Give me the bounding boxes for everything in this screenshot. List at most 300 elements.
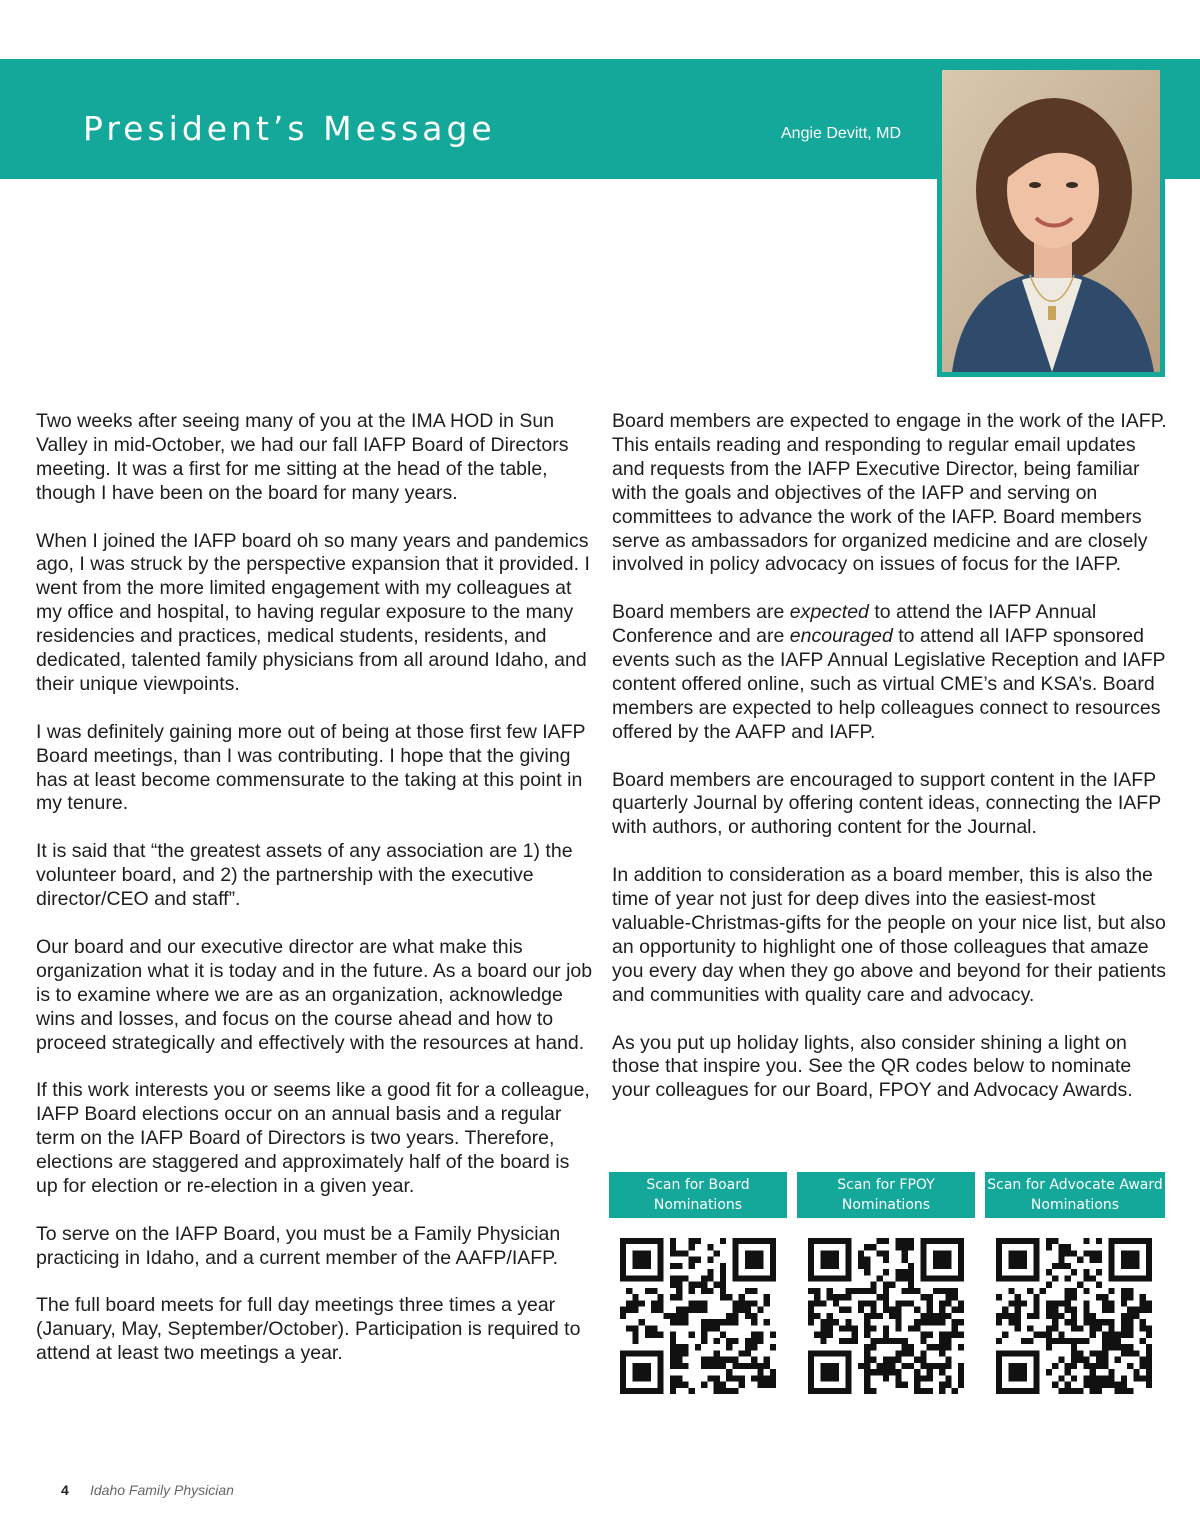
- qr-module: [1008, 1257, 1014, 1263]
- qr-code-fpoy[interactable]: [808, 1238, 964, 1394]
- qr-module: [1146, 1357, 1152, 1363]
- qr-module: [996, 1275, 1002, 1281]
- paragraph: If this work interests you or seems like a good fit for a colleague, IAFP Board elections occur on an annual basis and a regular term on the IAFP Board of Directors is two years. Therefore, elections are staggered and approximately half of the board is up for election or re-election in a given year.: [36, 1079, 590, 1197]
- qr-module: [945, 1294, 951, 1300]
- qr-module: [1027, 1388, 1033, 1394]
- qr-module: [1146, 1332, 1152, 1338]
- qr-module: [808, 1244, 814, 1250]
- qr-module: [645, 1375, 651, 1381]
- qr-module: [814, 1350, 820, 1356]
- qr-module: [820, 1300, 826, 1306]
- qr-module: [945, 1332, 951, 1338]
- qr-module: [720, 1263, 726, 1269]
- author-photo: [942, 70, 1160, 372]
- qr-module: [1108, 1250, 1114, 1256]
- qr-module: [632, 1350, 638, 1356]
- qr-module: [670, 1275, 676, 1281]
- qr-module: [1040, 1332, 1046, 1338]
- qr-module: [695, 1300, 701, 1306]
- qr-module: [639, 1363, 645, 1369]
- qr-module: [845, 1338, 851, 1344]
- qr-module: [833, 1388, 839, 1394]
- qr-module: [958, 1382, 964, 1388]
- qr-module: [1083, 1250, 1089, 1256]
- qr-module: [958, 1307, 964, 1313]
- qr-module: [1108, 1288, 1114, 1294]
- qr-module: [626, 1307, 632, 1313]
- qr-module: [751, 1263, 757, 1269]
- qr-module: [808, 1363, 814, 1369]
- qr-module: [1102, 1307, 1108, 1313]
- qr-module: [858, 1363, 864, 1369]
- qr-module: [757, 1307, 763, 1313]
- qr-module: [1083, 1238, 1089, 1244]
- qr-label-line: Nominations: [841, 1197, 931, 1213]
- paragraph: Board members are expected to engage in the work of the IAFP. This entails reading and responding to regular email updates and requests from the IAFP Executive Director, being familiar with the goals and objectives of the IAFP and serving on committees to advance the work of the IAFP. Board members serve as ambassadors for organized medicine and are closely involved in policy advocacy on issues of focus for the IAFP.: [612, 410, 1167, 576]
- qr-module: [1052, 1307, 1058, 1313]
- qr-module: [745, 1338, 751, 1344]
- qr-module: [920, 1357, 926, 1363]
- qr-module: [845, 1382, 851, 1388]
- qr-module: [889, 1357, 895, 1363]
- qr-module: [1108, 1344, 1114, 1350]
- qr-module: [645, 1332, 651, 1338]
- qr-module: [1108, 1332, 1114, 1338]
- qr-module: [657, 1250, 663, 1256]
- qr-module: [933, 1313, 939, 1319]
- qr-module: [920, 1388, 926, 1394]
- qr-module: [920, 1275, 926, 1281]
- qr-module: [1083, 1275, 1089, 1281]
- qr-module: [701, 1325, 707, 1331]
- qr-module: [1052, 1275, 1058, 1281]
- qr-module: [1096, 1257, 1102, 1263]
- qr-module: [883, 1357, 889, 1363]
- qr-module: [1083, 1300, 1089, 1306]
- qr-module: [1033, 1388, 1039, 1394]
- qr-module: [889, 1307, 895, 1313]
- qr-module: [808, 1257, 814, 1263]
- qr-module: [1108, 1275, 1114, 1281]
- qr-module: [820, 1332, 826, 1338]
- qr-module: [714, 1388, 720, 1394]
- qr-module: [1021, 1250, 1027, 1256]
- qr-module: [657, 1369, 663, 1375]
- qr-module: [902, 1350, 908, 1356]
- qr-module: [620, 1263, 626, 1269]
- qr-module: [877, 1250, 883, 1256]
- qr-module: [945, 1300, 951, 1306]
- qr-module: [1127, 1257, 1133, 1263]
- qr-module: [1008, 1319, 1014, 1325]
- qr-module: [689, 1388, 695, 1394]
- qr-module: [958, 1375, 964, 1381]
- qr-module: [939, 1344, 945, 1350]
- qr-module: [757, 1369, 763, 1375]
- qr-label-board: [609, 1172, 787, 1218]
- qr-module: [1058, 1338, 1064, 1344]
- qr-module: [864, 1375, 870, 1381]
- qr-module: [739, 1294, 745, 1300]
- qr-module: [933, 1363, 939, 1369]
- qr-module: [770, 1244, 776, 1250]
- qr-module: [845, 1250, 851, 1256]
- qr-module: [657, 1307, 663, 1313]
- qr-module: [751, 1257, 757, 1263]
- qr-module: [651, 1300, 657, 1306]
- qr-module: [670, 1263, 676, 1269]
- qr-module: [1115, 1238, 1121, 1244]
- qr-module: [764, 1275, 770, 1281]
- paragraph: When I joined the IAFP board oh so many years and pandemics ago, I was struck by the perspective expansion that it provided. I went from the more limited engagement with my colleagues at my office and hospital, to having regular exposure to the many residencies and practices, medical students, residents, and dedicated, talented family physicians from all around Idaho, and their unique viewpoints.: [36, 529, 590, 695]
- qr-module: [1077, 1282, 1083, 1288]
- qr-module: [1052, 1338, 1058, 1344]
- qr-module: [732, 1269, 738, 1275]
- qr-module: [745, 1275, 751, 1281]
- qr-module: [632, 1375, 638, 1381]
- qr-module: [757, 1257, 763, 1263]
- qr-module: [764, 1375, 770, 1381]
- qr-module: [1115, 1357, 1121, 1363]
- qr-label-advocate: [985, 1172, 1165, 1218]
- qr-module: [945, 1250, 951, 1256]
- qr-module: [1033, 1269, 1039, 1275]
- qr-module: [920, 1269, 926, 1275]
- qr-module: [745, 1307, 751, 1313]
- qr-module: [1021, 1375, 1027, 1381]
- qr-module: [1015, 1319, 1021, 1325]
- qr-module: [770, 1375, 776, 1381]
- qr-module: [620, 1257, 626, 1263]
- qr-module: [651, 1350, 657, 1356]
- qr-module: [920, 1313, 926, 1319]
- qr-module: [895, 1307, 901, 1313]
- qr-module: [889, 1363, 895, 1369]
- qr-module: [877, 1363, 883, 1369]
- qr-module: [845, 1319, 851, 1325]
- qr-module: [632, 1388, 638, 1394]
- qr-module: [689, 1257, 695, 1263]
- qr-module: [770, 1269, 776, 1275]
- qr-module: [1121, 1300, 1127, 1306]
- qr-module: [632, 1332, 638, 1338]
- qr-module: [820, 1388, 826, 1394]
- qr-module: [670, 1332, 676, 1338]
- qr-module: [833, 1250, 839, 1256]
- qr-module: [764, 1357, 770, 1363]
- qr-module: [720, 1288, 726, 1294]
- qr-module: [833, 1363, 839, 1369]
- qr-module: [1115, 1275, 1121, 1281]
- qr-module: [1015, 1369, 1021, 1375]
- qr-module: [858, 1263, 864, 1269]
- qr-module: [1121, 1382, 1127, 1388]
- qr-module: [1083, 1375, 1089, 1381]
- qr-module: [1008, 1288, 1014, 1294]
- qr-module: [1033, 1369, 1039, 1375]
- qr-module: [927, 1332, 933, 1338]
- qr-module: [877, 1275, 883, 1281]
- qr-module: [739, 1382, 745, 1388]
- qr-module: [1140, 1325, 1146, 1331]
- qr-module: [1146, 1269, 1152, 1275]
- qr-module: [1008, 1369, 1014, 1375]
- qr-module: [670, 1313, 676, 1319]
- qr-module: [1008, 1300, 1014, 1306]
- qr-module: [996, 1250, 1002, 1256]
- qr-module: [1065, 1294, 1071, 1300]
- qr-module: [701, 1382, 707, 1388]
- qr-module: [870, 1244, 876, 1250]
- qr-module: [877, 1338, 883, 1344]
- qr-module: [1071, 1294, 1077, 1300]
- qr-module: [1027, 1275, 1033, 1281]
- qr-module: [920, 1363, 926, 1369]
- qr-module: [1108, 1325, 1114, 1331]
- qr-module: [739, 1300, 745, 1306]
- qr-module: [895, 1325, 901, 1331]
- qr-module: [695, 1307, 701, 1313]
- qr-module: [958, 1300, 964, 1306]
- qr-module: [870, 1307, 876, 1313]
- qr-module: [895, 1369, 901, 1375]
- qr-module: [676, 1263, 682, 1269]
- qr-module: [1052, 1313, 1058, 1319]
- qr-module: [827, 1257, 833, 1263]
- qr-module: [1021, 1388, 1027, 1394]
- article-column-left: [36, 410, 596, 1390]
- qr-module: [1121, 1388, 1127, 1394]
- qr-module: [845, 1375, 851, 1381]
- qr-module: [1090, 1369, 1096, 1375]
- qr-module: [1021, 1238, 1027, 1244]
- qr-module: [1121, 1350, 1127, 1356]
- qr-module: [1033, 1294, 1039, 1300]
- qr-module: [689, 1282, 695, 1288]
- qr-module: [808, 1350, 814, 1356]
- qr-module: [864, 1319, 870, 1325]
- qr-module: [827, 1238, 833, 1244]
- qr-label-line: Nominations: [1030, 1197, 1120, 1213]
- qr-module: [720, 1269, 726, 1275]
- qr-module: [639, 1263, 645, 1269]
- qr-module: [651, 1288, 657, 1294]
- qr-module: [845, 1269, 851, 1275]
- qr-module: [732, 1307, 738, 1313]
- qr-module: [1146, 1307, 1152, 1313]
- qr-module: [1058, 1388, 1064, 1394]
- qr-module: [833, 1238, 839, 1244]
- qr-module: [714, 1350, 720, 1356]
- qr-module: [827, 1313, 833, 1319]
- qr-module: [1090, 1275, 1096, 1281]
- qr-module: [933, 1257, 939, 1263]
- qr-module: [945, 1263, 951, 1269]
- qr-module: [845, 1388, 851, 1394]
- qr-module: [1090, 1388, 1096, 1394]
- qr-module: [945, 1363, 951, 1369]
- qr-module: [632, 1263, 638, 1269]
- qr-module: [689, 1238, 695, 1244]
- qr-module: [676, 1288, 682, 1294]
- qr-module: [864, 1350, 870, 1356]
- qr-module: [707, 1319, 713, 1325]
- qr-module: [720, 1282, 726, 1288]
- qr-module: [682, 1344, 688, 1350]
- qr-module: [739, 1363, 745, 1369]
- qr-module: [770, 1382, 776, 1388]
- qr-module: [920, 1250, 926, 1256]
- qr-module: [1127, 1363, 1133, 1369]
- qr-module: [620, 1357, 626, 1363]
- qr-module: [927, 1275, 933, 1281]
- qr-module: [996, 1294, 1002, 1300]
- qr-module: [1133, 1250, 1139, 1256]
- qr-module: [820, 1338, 826, 1344]
- qr-module: [852, 1325, 858, 1331]
- qr-module: [632, 1369, 638, 1375]
- qr-module: [720, 1275, 726, 1281]
- qr-module: [657, 1244, 663, 1250]
- qr-module: [1071, 1338, 1077, 1344]
- qr-module: [1146, 1325, 1152, 1331]
- qr-module: [1065, 1244, 1071, 1250]
- qr-module: [820, 1319, 826, 1325]
- paragraph: I was definitely gaining more out of being at those first few IAFP Board meetings, than I was contributing. I hope that the giving has at least become commensurate to the taking at this point in my tenure.: [36, 720, 586, 815]
- qr-module: [1146, 1250, 1152, 1256]
- qr-module: [651, 1238, 657, 1244]
- qr-module: [670, 1319, 676, 1325]
- qr-module: [939, 1338, 945, 1344]
- qr-module: [732, 1300, 738, 1306]
- qr-module: [751, 1357, 757, 1363]
- qr-module: [958, 1344, 964, 1350]
- qr-module: [639, 1350, 645, 1356]
- qr-module: [933, 1275, 939, 1281]
- qr-module: [958, 1269, 964, 1275]
- qr-module: [945, 1238, 951, 1244]
- qr-module: [745, 1350, 751, 1356]
- qr-module: [864, 1288, 870, 1294]
- qr-module: [676, 1307, 682, 1313]
- qr-module: [827, 1363, 833, 1369]
- qr-module: [1140, 1300, 1146, 1306]
- qr-module: [770, 1275, 776, 1281]
- qr-module: [732, 1338, 738, 1344]
- qr-module: [883, 1257, 889, 1263]
- qr-module: [657, 1300, 663, 1306]
- qr-module: [739, 1375, 745, 1381]
- qr-module: [827, 1388, 833, 1394]
- qr-module: [1083, 1357, 1089, 1363]
- qr-module: [1102, 1319, 1108, 1325]
- qr-module: [720, 1294, 726, 1300]
- qr-module: [939, 1382, 945, 1388]
- qr-module: [645, 1275, 651, 1281]
- qr-module: [908, 1238, 914, 1244]
- qr-module: [895, 1375, 901, 1381]
- qr-module: [1133, 1375, 1139, 1381]
- qr-module: [895, 1300, 901, 1306]
- qr-module: [1033, 1275, 1039, 1281]
- qr-module: [732, 1238, 738, 1244]
- qr-module: [908, 1300, 914, 1306]
- qr-module: [808, 1319, 814, 1325]
- qr-module: [996, 1238, 1002, 1244]
- qr-module: [827, 1263, 833, 1269]
- qr-module: [870, 1357, 876, 1363]
- qr-module: [1071, 1319, 1077, 1325]
- qr-module: [701, 1275, 707, 1281]
- qr-module: [1071, 1375, 1077, 1381]
- qr-module: [1121, 1257, 1127, 1263]
- qr-module: [939, 1369, 945, 1375]
- qr-module: [927, 1294, 933, 1300]
- qr-module: [1071, 1344, 1077, 1350]
- qr-module: [1146, 1257, 1152, 1263]
- qr-module: [870, 1282, 876, 1288]
- qr-module: [639, 1319, 645, 1325]
- qr-module: [864, 1257, 870, 1263]
- qr-module: [720, 1332, 726, 1338]
- qr-module: [632, 1307, 638, 1313]
- qr-module: [908, 1363, 914, 1369]
- qr-module: [845, 1263, 851, 1269]
- qr-module: [1071, 1288, 1077, 1294]
- qr-module: [996, 1375, 1002, 1381]
- qr-module: [996, 1338, 1002, 1344]
- qr-module: [1021, 1338, 1027, 1344]
- qr-module: [827, 1350, 833, 1356]
- qr-module: [1027, 1313, 1033, 1319]
- emphasis-encouraged: encouraged: [789, 625, 893, 648]
- qr-module: [1065, 1338, 1071, 1344]
- qr-module: [1121, 1344, 1127, 1350]
- qr-module: [939, 1388, 945, 1394]
- qr-module: [1015, 1263, 1021, 1269]
- qr-module: [676, 1319, 682, 1325]
- qr-module: [883, 1307, 889, 1313]
- qr-module: [895, 1338, 901, 1344]
- qr-module: [1058, 1313, 1064, 1319]
- qr-module: [827, 1319, 833, 1325]
- qr-module: [764, 1294, 770, 1300]
- qr-module: [701, 1282, 707, 1288]
- qr-code-advocate[interactable]: [996, 1238, 1152, 1394]
- qr-code-board[interactable]: [620, 1238, 776, 1394]
- qr-module: [670, 1244, 676, 1250]
- qr-module: [1146, 1363, 1152, 1369]
- qr-module: [833, 1300, 839, 1306]
- qr-module: [996, 1263, 1002, 1269]
- qr-module: [1127, 1313, 1133, 1319]
- qr-module: [808, 1269, 814, 1275]
- qr-module: [620, 1275, 626, 1281]
- qr-module: [770, 1263, 776, 1269]
- qr-module: [845, 1363, 851, 1369]
- qr-module: [707, 1363, 713, 1369]
- qr-module: [1102, 1338, 1108, 1344]
- qr-module: [676, 1294, 682, 1300]
- qr-module: [945, 1288, 951, 1294]
- qr-module: [682, 1382, 688, 1388]
- qr-module: [714, 1382, 720, 1388]
- qr-module: [620, 1382, 626, 1388]
- qr-module: [689, 1307, 695, 1313]
- qr-module: [1133, 1307, 1139, 1313]
- qr-module: [939, 1257, 945, 1263]
- qr-module: [657, 1350, 663, 1356]
